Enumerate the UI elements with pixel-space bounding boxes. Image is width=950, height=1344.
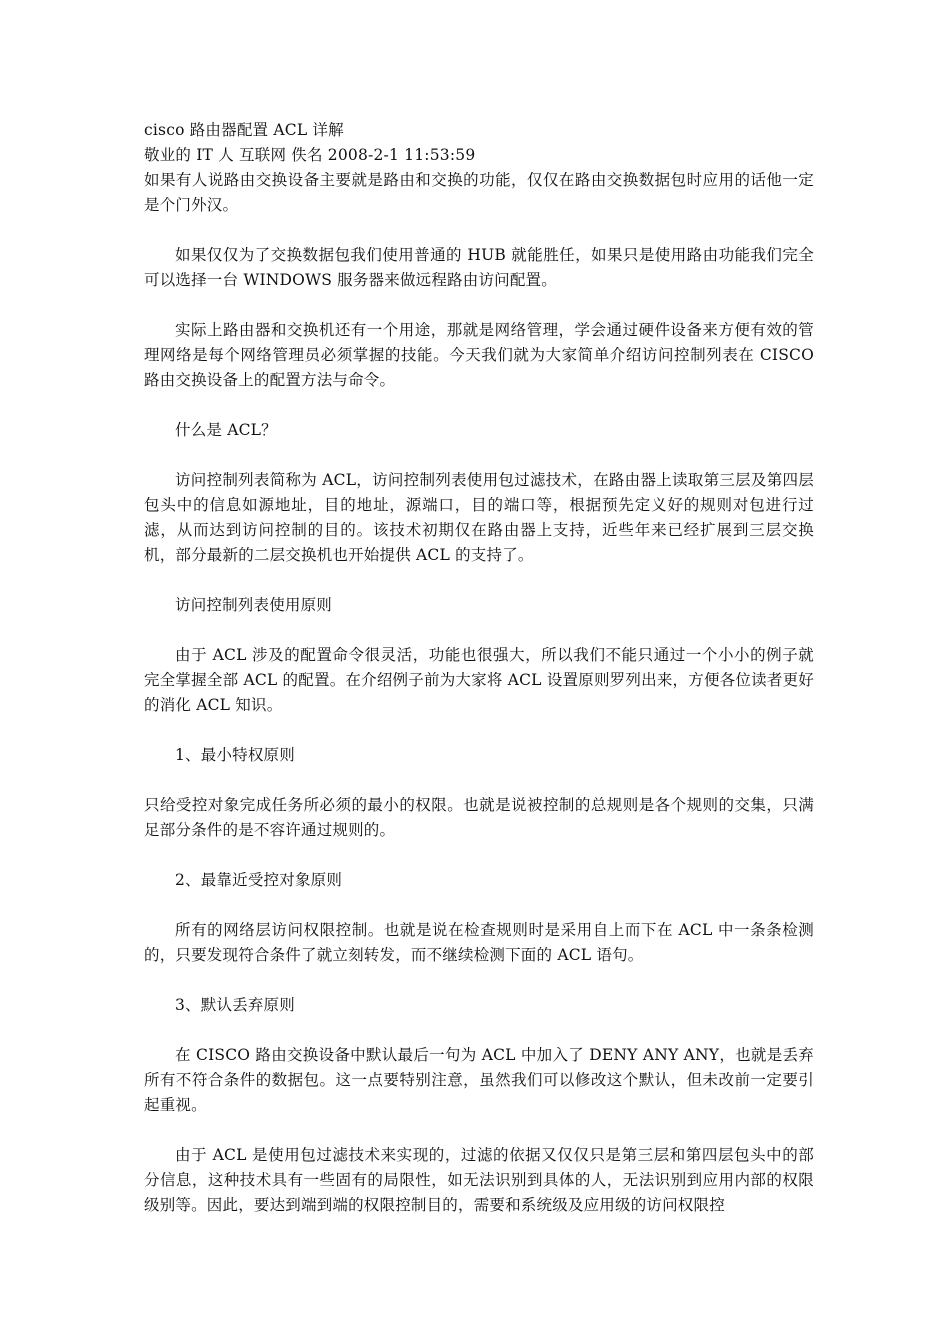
document-byline: 敬业的 IT 人 互联网 佚名 2008-2-1 11:53:59 — [144, 146, 476, 164]
paragraph-network-management: 实际上路由器和交换机还有一个用途，那就是网络管理，学会通过硬件设备来方便有效的管理网络是每个网络管理员必须掌握的技能。今天我们就为大家简单介绍访问控制列表在 CISCO 路由交换设备上的配置方法与命令。 — [144, 321, 814, 389]
paragraph-principle-3: 在 CISCO 路由交换设备中默认最后一句为 ACL 中加入了 DENY ANY ANY，也就是丢弃所有不符合条件的数据包。这一点要特别注意，虽然我们可以修改这个默认，但未改前一定要引起重视。 — [144, 1046, 814, 1114]
paragraph-principle-2: 所有的网络层访问权限控制。也就是说在检查规则时是采用自上而下在 ACL 中一条条检测的，只要发现符合条件了就立刻转发，而不继续检测下面的 ACL 语句。 — [144, 921, 814, 964]
heading-principle-3: 3、默认丢弃原则 — [175, 996, 295, 1014]
paragraph-intro: 如果有人说路由交换设备主要就是路由和交换的功能，仅仅在路由交换数据包时应用的话他一定是个门外汉。 — [144, 171, 814, 214]
paragraph-acl-flexibility: 由于 ACL 涉及的配置命令很灵活，功能也很强大，所以我们不能只通过一个小小的例子就完全掌握全部 ACL 的配置。在介绍例子前为大家将 ACL 设置原则罗列出来，方便各位读者更好的消化 ACL 知识。 — [144, 646, 814, 714]
heading-principle-2: 2、最靠近受控对象原则 — [175, 871, 343, 889]
paragraph-hub: 如果仅仅为了交换数据包我们使用普通的 HUB 就能胜任，如果只是使用路由功能我们完全可以选择一台 WINDOWS 服务器来做远程路由访问配置。 — [144, 246, 814, 289]
document-body — [144, 118, 814, 1243]
heading-what-is-acl: 什么是 ACL？ — [175, 421, 277, 439]
heading-acl-principles: 访问控制列表使用原则 — [175, 596, 333, 614]
paragraph-principle-1: 只给受控对象完成任务所必须的最小的权限。也就是说被控制的总规则是各个规则的交集，只满足部分条件的是不容许通过规则的。 — [144, 796, 814, 839]
document-title: cisco 路由器配置 ACL 详解 — [144, 121, 344, 139]
paragraph-acl-definition: 访问控制列表简称为 ACL，访问控制列表使用包过滤技术，在路由器上读取第三层及第四层包头中的信息如源地址，目的地址，源端口，目的端口等，根据预先定义好的规则对包进行过滤，从而达到访问控制的目的。该技术初期仅在路由器上支持，近些年来已经扩展到三层交换机，部分最新的二层交换机也开始提供 ACL 的支持了。 — [144, 471, 814, 564]
heading-principle-1: 1、最小特权原则 — [175, 746, 295, 764]
paragraph-acl-limitations: 由于 ACL 是使用包过滤技术来实现的，过滤的依据又仅仅只是第三层和第四层包头中的部分信息，这种技术具有一些固有的局限性，如无法识别到具体的人，无法识别到应用内部的权限级别等。因此，要达到端到端的权限控制目的，需要和系统级及应用级的访问权限控 — [144, 1146, 814, 1214]
